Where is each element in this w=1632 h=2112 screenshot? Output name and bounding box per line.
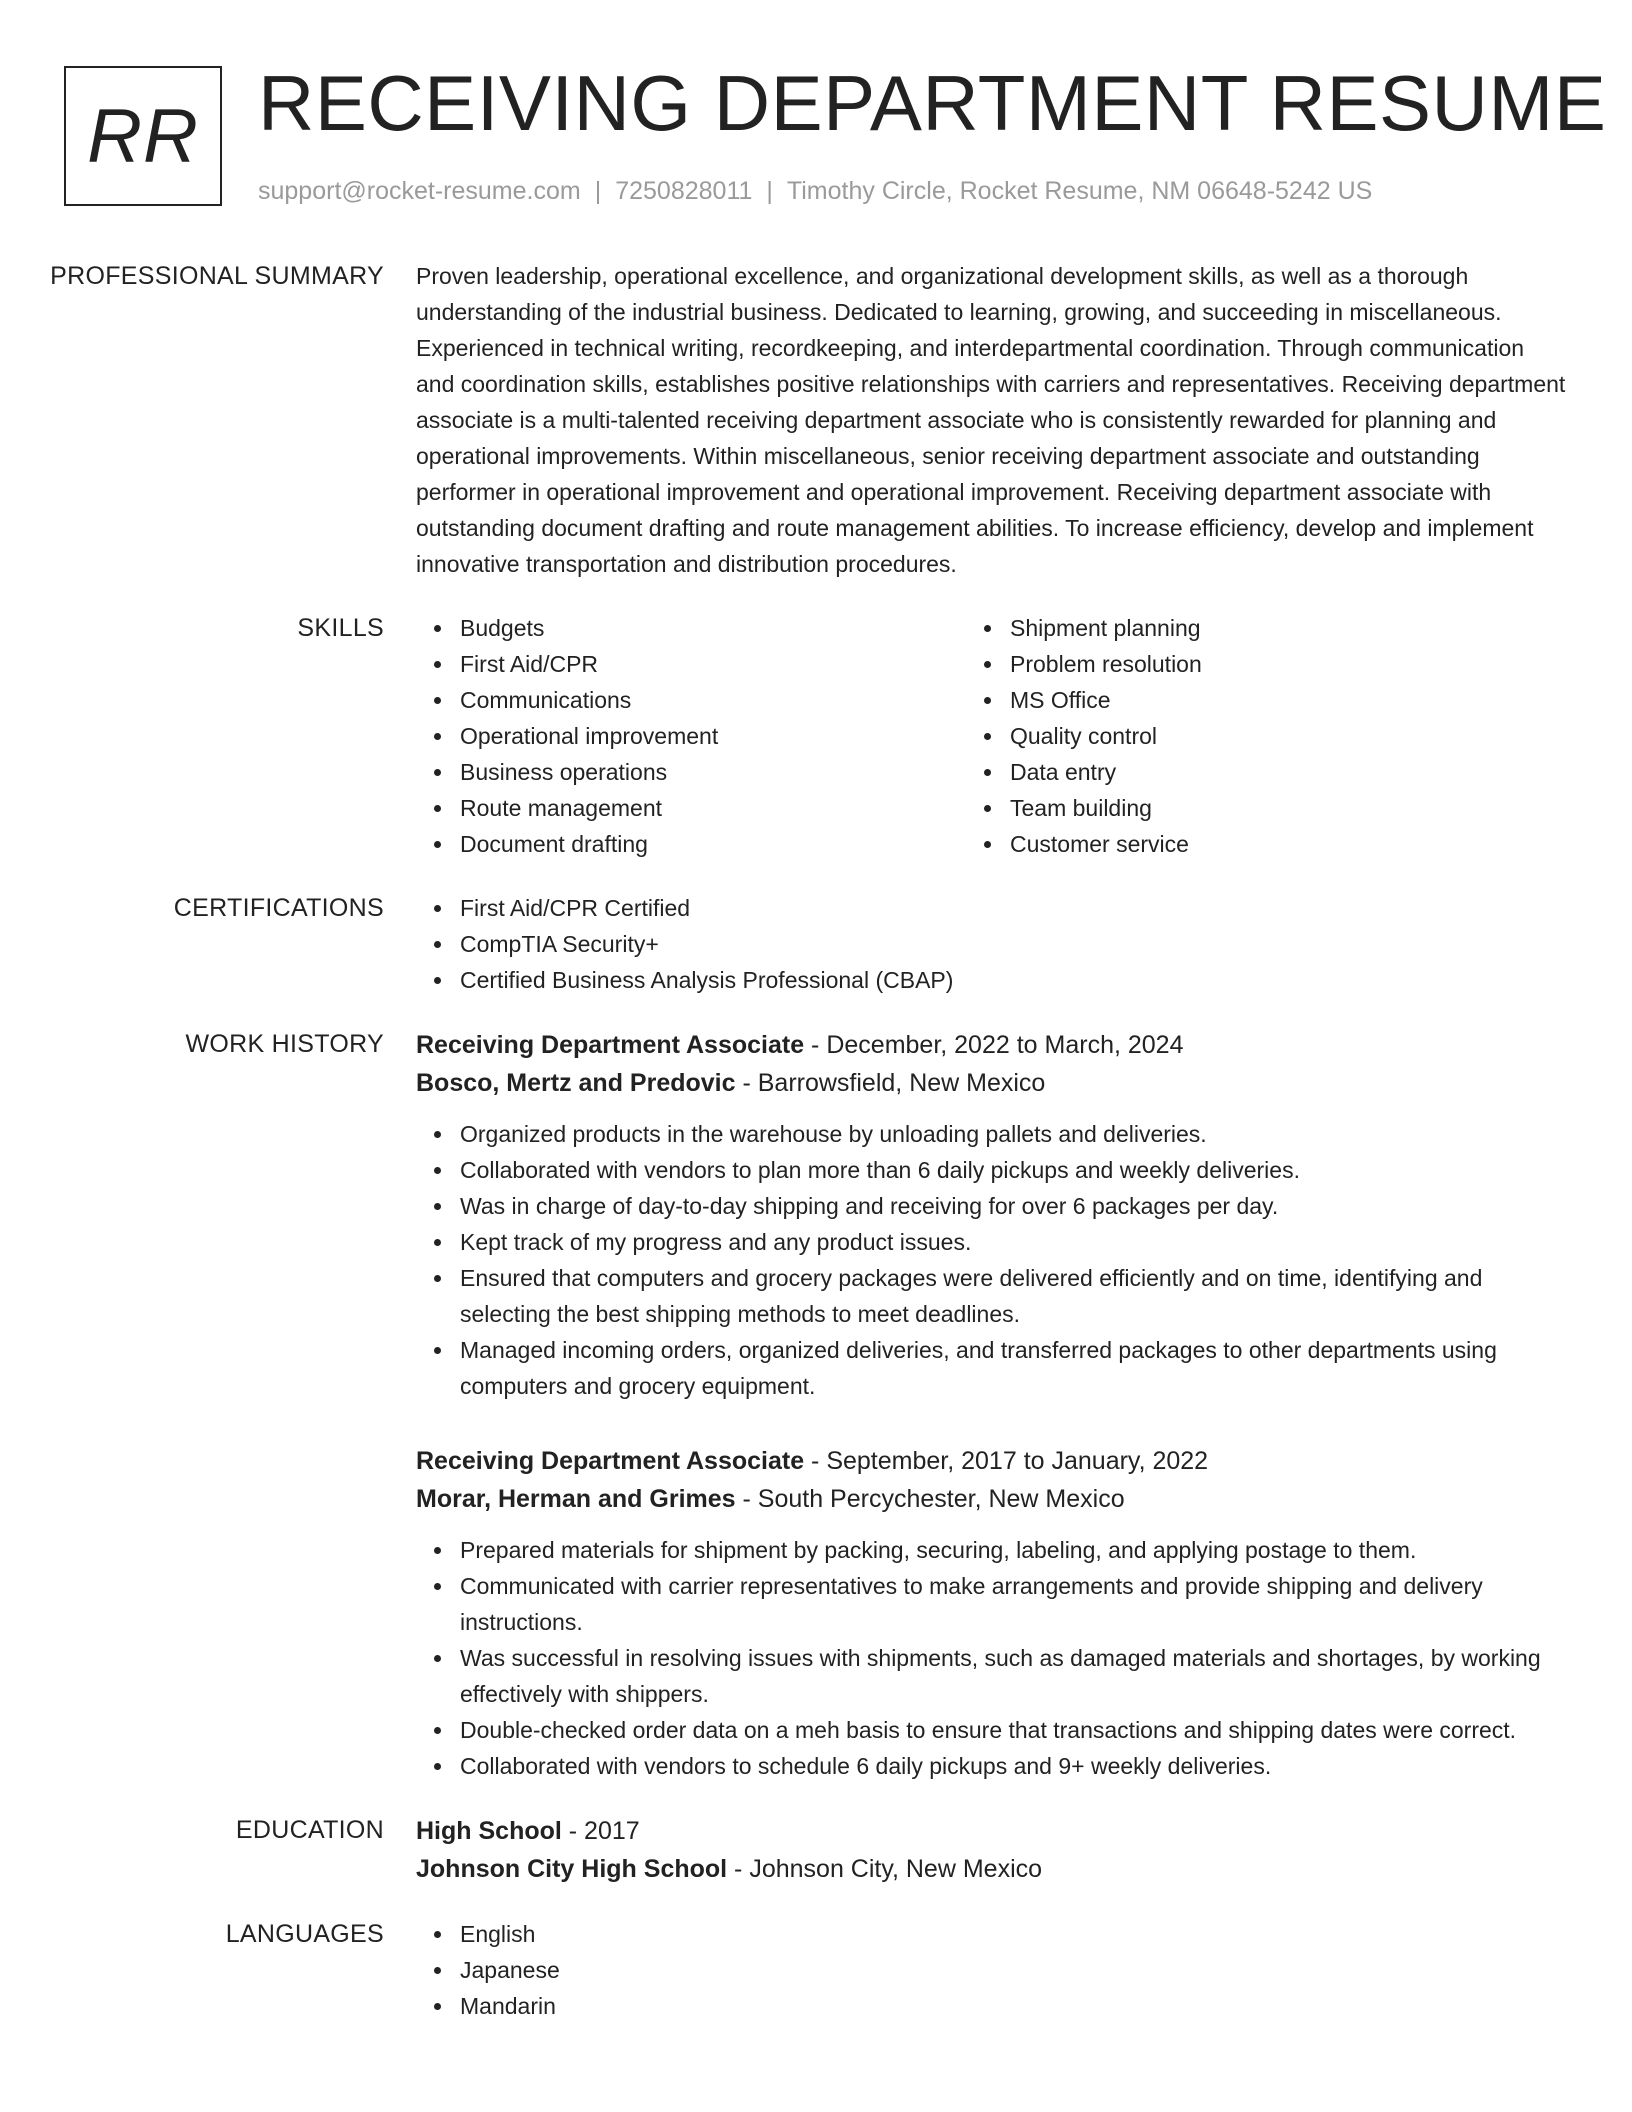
language-item: Japanese (460, 1952, 1566, 1988)
section-professional-summary (0, 258, 1632, 582)
job-dates: - December, 2022 to March, 2024 (804, 1031, 1184, 1059)
language-item: Mandarin (460, 1988, 1566, 2024)
section-content (416, 1916, 1566, 2024)
job-company: Bosco, Mertz and Predovic (416, 1069, 736, 1097)
education-school-line (416, 1850, 1566, 1888)
contact-line (258, 176, 1372, 206)
section-label: PROFESSIONAL SUMMARY (50, 262, 384, 290)
skill-item: Quality control (1010, 718, 1516, 754)
contact-address: Timothy Circle, Rocket Resume, NM 06648-5242 US (786, 177, 1373, 205)
job-location: - Barrowsfield, New Mexico (735, 1069, 1046, 1097)
section-label: CERTIFICATIONS (173, 894, 384, 922)
job-title: Receiving Department Associate (416, 1031, 805, 1059)
job-dates: - September, 2017 to January, 2022 (804, 1447, 1209, 1475)
skills-list-left (416, 610, 966, 862)
resume-title: RECEIVING DEPARTMENT RESUME (258, 59, 1607, 147)
skill-item: Budgets (460, 610, 966, 646)
job-company-line (416, 1064, 1566, 1102)
education-location: - Johnson City, New Mexico (727, 1855, 1043, 1883)
section-content (416, 1026, 1566, 1784)
skill-item: MS Office (1010, 682, 1516, 718)
job-duty: Double-checked order data on a meh basis to ensure that transactions and shipping dates were correct. (460, 1712, 1566, 1748)
resume-sections (0, 258, 1632, 2052)
section-content (416, 1812, 1566, 1888)
job-duty: Was in charge of day-to-day shipping and receiving for over 6 packages per day. (460, 1188, 1566, 1224)
job-location: - South Percychester, New Mexico (735, 1485, 1125, 1513)
skill-item: First Aid/CPR (460, 646, 966, 682)
job-duty: Ensured that computers and grocery packages were delivered efficiently and on time, identifying and selecting the best shipping methods to meet deadlines. (460, 1260, 1566, 1332)
job-entry (416, 1026, 1566, 1404)
education-degree: High School (416, 1817, 562, 1845)
section-label: EDUCATION (235, 1816, 384, 1844)
contact-phone: 7250828011 (615, 177, 753, 205)
job-title: Receiving Department Associate (416, 1447, 805, 1475)
section-work-history (0, 1026, 1632, 1784)
section-label: WORK HISTORY (185, 1030, 384, 1058)
education-school: Johnson City High School (416, 1855, 728, 1883)
skill-item: Team building (1010, 790, 1516, 826)
job-duty: Organized products in the warehouse by unloading pallets and deliveries. (460, 1116, 1566, 1152)
skill-item: Shipment planning (1010, 610, 1516, 646)
job-company-line (416, 1480, 1566, 1518)
skill-item: Operational improvement (460, 718, 966, 754)
section-certifications (0, 890, 1632, 998)
certification-item: First Aid/CPR Certified (460, 890, 1566, 926)
job-company: Morar, Herman and Grimes (416, 1485, 736, 1513)
section-content (416, 890, 1566, 998)
skill-item: Route management (460, 790, 966, 826)
job-duty: Prepared materials for shipment by packing, securing, labeling, and applying postage to them. (460, 1532, 1566, 1568)
skills-list-right (966, 610, 1516, 862)
skill-item: Communications (460, 682, 966, 718)
job-duty: Managed incoming orders, organized deliveries, and transferred packages to other departments using computers and grocery equipment. (460, 1332, 1566, 1404)
section-label: SKILLS (297, 614, 384, 642)
certification-item: Certified Business Analysis Professional (CBAP) (460, 962, 1566, 998)
contact-separator: | (594, 177, 602, 205)
language-item: English (460, 1916, 1566, 1952)
job-title-line (416, 1026, 1566, 1064)
section-education (0, 1812, 1632, 1888)
section-content (416, 258, 1566, 582)
education-degree-line (416, 1812, 1566, 1850)
job-duty: Collaborated with vendors to schedule 6 daily pickups and 9+ weekly deliveries. (460, 1748, 1566, 1784)
section-languages (0, 1916, 1632, 2024)
monogram-box (64, 66, 222, 206)
job-duty: Communicated with carrier representatives to make arrangements and provide shipping and delivery instructions. (460, 1568, 1566, 1640)
certifications-list (416, 890, 1566, 998)
skill-item: Document drafting (460, 826, 966, 862)
contact-separator: | (766, 177, 773, 205)
languages-list (416, 1916, 1566, 2024)
job-entry (416, 1442, 1566, 1784)
skill-item: Customer service (1010, 826, 1516, 862)
job-duty: Kept track of my progress and any product issues. (460, 1224, 1566, 1260)
section-label: LANGUAGES (225, 1920, 384, 1948)
certification-item: CompTIA Security+ (460, 926, 1566, 962)
contact-email: support@rocket-resume.com (258, 177, 581, 205)
job-duty: Was successful in resolving issues with shipments, such as damaged materials and shortages, by working effectively with shippers. (460, 1640, 1566, 1712)
skill-item: Problem resolution (1010, 646, 1516, 682)
skill-item: Data entry (1010, 754, 1516, 790)
monogram-initials: RR (87, 93, 199, 179)
skill-item: Business operations (460, 754, 966, 790)
skills-grid (416, 610, 1566, 862)
education-year: - 2017 (561, 1817, 640, 1845)
job-duties-list (416, 1532, 1566, 1784)
job-duty: Collaborated with vendors to plan more than 6 daily pickups and weekly deliveries. (460, 1152, 1566, 1188)
section-skills (0, 610, 1632, 862)
summary-text: Proven leadership, operational excellence, and organizational development skills, as well as a thorough understanding of the industrial business. Dedicated to learning, growing, and succeeding in miscellaneous. Experienced in technical writing, recordkeeping, and interdepartmental coordination. Through communication and coordination skills, establishes positive relationships with carriers and representatives. Receiving department associate is a multi-talented receiving department associate who is consistently rewarded for planning and operational improvements. Within miscellaneous, senior receiving department associate and outstanding performer in operational improvement and operational improvement. Receiving department associate with outstanding document drafting and route management abilities. To increase efficiency, develop and implement innovative transportation and distribution procedures. (416, 263, 1566, 577)
job-duties-list (416, 1116, 1566, 1404)
job-title-line (416, 1442, 1566, 1480)
